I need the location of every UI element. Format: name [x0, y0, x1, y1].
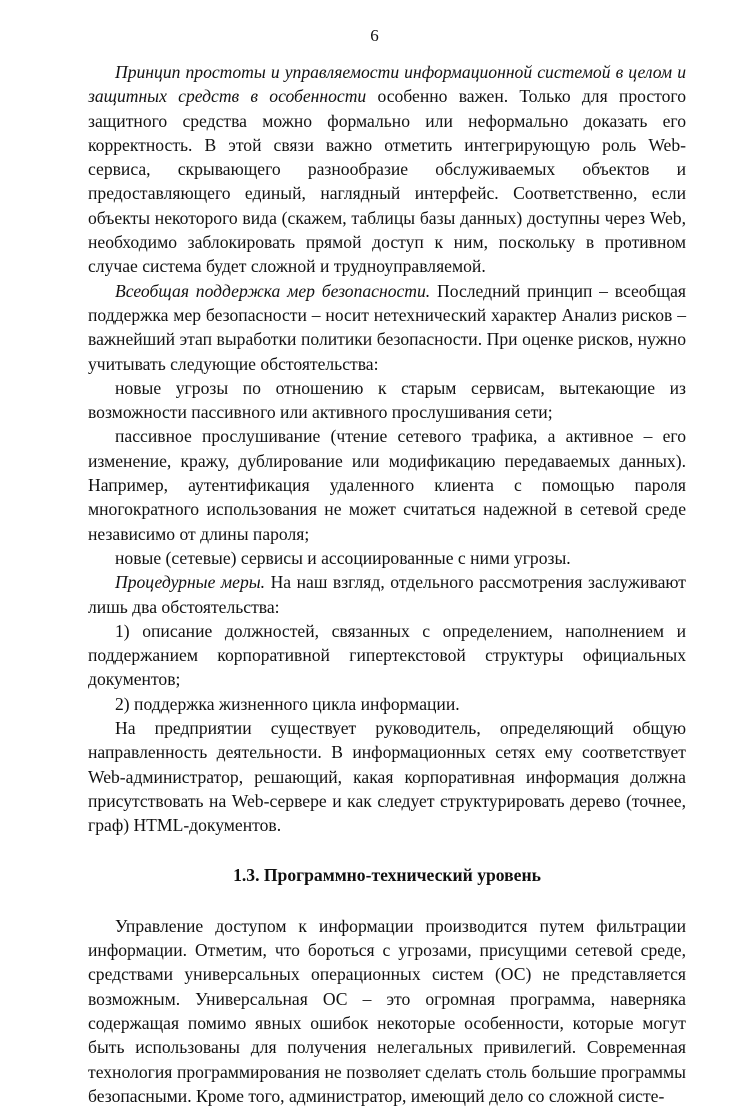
italic-term: Процедурные меры.: [115, 572, 266, 593]
paragraph-universal-support: Всеобщая поддержка мер безопасности. Последний принцип – всеобщая поддержка мер безопасности – носит нетехнический характер Анализ рисков – важнейший этап выработки политики безопасности. При оценке рисков, нужно учитывать следующие обстоятельства:: [88, 280, 687, 374]
paragraph-new-services: новые (сетевые) сервисы и ассоциированные с ними угрозы.: [115, 547, 571, 568]
paragraph-new-threats: новые угрозы по отношению к старым сервисам, вытекающие из возможности пассивного или активного прослушивания сети;: [88, 377, 686, 423]
paragraph-procedural-measures: Процедурные меры. На наш взгляд, отдельного рассмотрения заслуживают лишь два обстоятельства:: [88, 572, 686, 617]
page-number: 6: [370, 26, 379, 45]
italic-term: Всеобщая поддержка мер безопасности.: [115, 280, 431, 301]
italic-term: Принцип простоты и управляемости информационной системой в целом и защитных средств в особенности: [88, 62, 686, 107]
paragraph-simplicity-principle: Принцип простоты и управляемости информационной системой в целом и защитных средств в особенности особенно важен. Только для простого защитного средства можно формально или неформально доказать его корректность. В этой связи важно отметить интегрирующую роль Web-сервиса, скрывающего разнообразие обслуживаемых объектов и предоставляющего единый, наглядный интерфейс. Соответственно, если объекты некоторого вида (скажем, таблицы базы данных) доступны через Web, необходимо заблокировать прямой доступ к ним, поскольку в противном случае система будет сложной и трудноуправляемой.: [88, 62, 686, 277]
paragraph-web-admin: На предприятии существует руководитель, определяющий общую направленность деятельности. В информационных сетях ему соответствует Web-администратор, решающий, какая корпоративная информация должна присутствовать на Web-сервере и как следует структурировать дерево (точнее, граф) HTML-документов.: [88, 718, 686, 836]
page-body: [88, 60, 686, 1108]
list-item-1: 1) описание должностей, связанных с определением, наполнением и поддержанием корпоративной гипертекстовой структуры официальных документов;: [88, 620, 686, 690]
paragraph-passive-listening: пассивное прослушивание (чтение сетевого трафика, а активное – его изменение, кражу, дублирование или модификацию передаваемых данных). Например, аутентификация удаленного клиента с помощью пароля многократного использования не может считаться надежной в сетевой среде независимо от длины пароля;: [88, 426, 686, 544]
list-item-2: 2) поддержка жизненного цикла информации.: [115, 693, 460, 714]
paragraph-access-control: Управление доступом к информации производится путем фильтрации информации. Отметим, что бороться с угрозами, присущими сетевой среде, средствами универсальных операционных систем (ОС) не представляется возможным. Универсальная ОС – это огромная программа, наверняка содержащая помимо явных ошибок некоторые особенности, которые могут быть использованы для получения нелегальных привилегий. Современная технология программирования не позволяет сделать столь большие программы безопасными. Кроме того, администратор, имеющий дело со сложной систе-: [88, 915, 686, 1106]
section-heading: 1.3. Программно-технический уровень: [233, 864, 541, 885]
